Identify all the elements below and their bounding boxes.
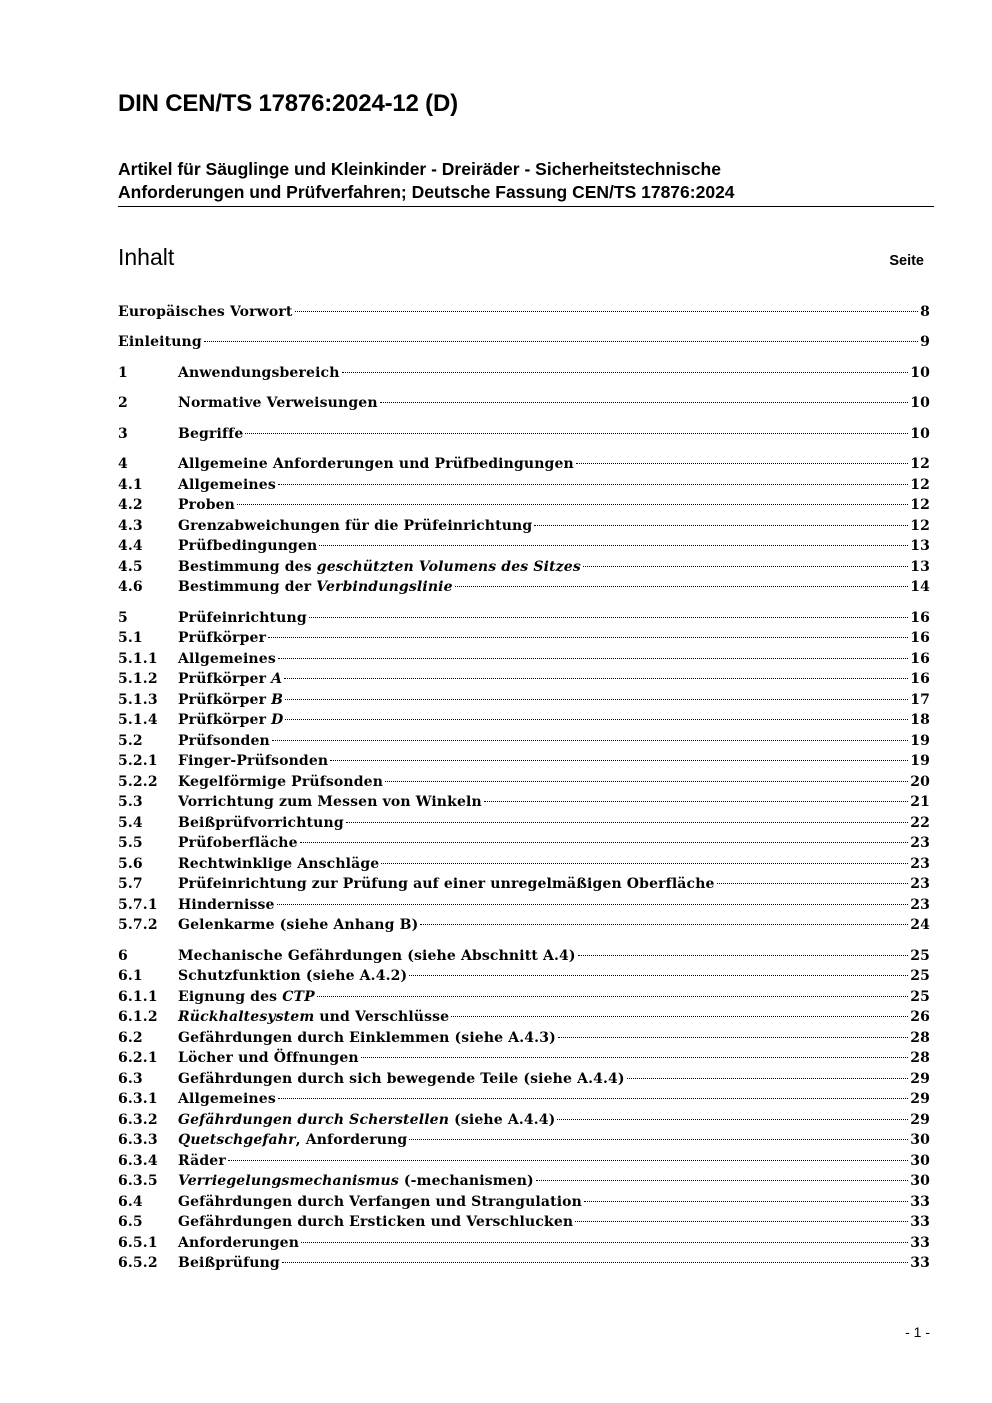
toc-entry-page: 14 [910, 579, 930, 595]
toc-entry[interactable] [118, 454, 930, 474]
toc-dot-leader [319, 544, 908, 546]
toc-entry-page: 12 [910, 518, 930, 534]
toc-dot-leader [268, 636, 908, 638]
toc-entry-page: 19 [910, 753, 930, 769]
toc-entry-number: 4.6 [118, 579, 143, 595]
toc-dot-leader [534, 524, 908, 526]
toc-entry-title: Prüfkörper [178, 630, 267, 646]
toc-entry-page: 29 [910, 1071, 930, 1087]
toc-entry-page: 22 [910, 815, 930, 831]
toc-entry-title: Prüfkörper A [178, 671, 283, 687]
toc-entry[interactable] [118, 557, 930, 577]
toc-entry-number: 6.3 [118, 1071, 143, 1087]
toc-entry-page: 10 [910, 395, 930, 411]
toc-entry-title: Beißprüfung [178, 1255, 280, 1271]
toc-entry[interactable] [118, 874, 930, 894]
toc-entry-page: 20 [910, 774, 930, 790]
toc-entry-number: 6.2 [118, 1030, 143, 1046]
document-subtitle [118, 158, 934, 207]
toc-entry[interactable] [118, 813, 930, 833]
toc-entry-title: Prüfoberfläche [178, 835, 298, 851]
toc-entry-title: Prüfeinrichtung [178, 610, 307, 626]
toc-entry[interactable] [118, 424, 930, 444]
toc-dot-leader [558, 1036, 908, 1038]
toc-dot-leader [285, 718, 908, 720]
toc-entry-number: 5.1.4 [118, 712, 158, 728]
toc-entry-number: 2 [118, 395, 128, 411]
toc-entry-number: 5.1 [118, 630, 143, 646]
toc-entry-title: Allgemeines [178, 651, 276, 667]
toc-entry-page: 16 [910, 610, 930, 626]
toc-entry-page: 12 [910, 497, 930, 513]
toc-entry-page: 18 [910, 712, 930, 728]
toc-entry-number: 6.3.2 [118, 1112, 158, 1128]
toc-entry-page: 24 [910, 917, 930, 933]
toc-dot-leader [380, 401, 909, 403]
toc-entry-title: Hindernisse [178, 897, 275, 913]
toc-entry-title: Vorrichtung zum Messen von Winkeln [178, 794, 482, 810]
toc-entry-page: 33 [910, 1214, 930, 1230]
toc-entry-title: Mechanische Gefährdungen (siehe Abschnitt A.4) [178, 948, 576, 964]
toc-entry-page: 30 [910, 1153, 930, 1169]
toc-entry-title: Gefährdungen durch Ersticken und Verschlucken [178, 1214, 574, 1230]
toc-entry-page: 26 [910, 1009, 930, 1025]
toc-entry-title: Prüfkörper B [178, 692, 284, 708]
toc-entry-number: 5.7.1 [118, 897, 158, 913]
toc-entry-page: 28 [910, 1050, 930, 1066]
toc-entry[interactable] [118, 302, 930, 322]
toc-dot-leader [557, 1118, 908, 1120]
toc-entry-page: 12 [910, 456, 930, 472]
toc-entry-page: 23 [910, 835, 930, 851]
toc-entry-title: Quetschgefahr, Anforderung [178, 1132, 408, 1148]
toc-dot-leader [346, 821, 908, 823]
toc-entry-number: 6.1 [118, 968, 143, 984]
toc-entry-title: Rechtwinklige Anschläge [178, 856, 380, 872]
toc-entry-title: Bestimmung der Verbindungslinie [178, 579, 453, 595]
toc-dot-leader [285, 698, 908, 700]
toc-entry-page: 33 [910, 1194, 930, 1210]
toc-entry-title: Beißprüfvorrichtung [178, 815, 344, 831]
subtitle-line-1: Artikel für Säuglinge und Kleinkinder - Dreiräder - Sicherheitstechnische [118, 159, 721, 179]
toc-dot-leader [317, 995, 908, 997]
toc-entry-page: 12 [910, 477, 930, 493]
toc-entry-title: Bestimmung des geschützten Volumens des Sitzes [178, 559, 581, 575]
toc-dot-leader [278, 483, 908, 485]
toc-dot-leader [451, 1015, 908, 1017]
toc-entry-page: 23 [910, 856, 930, 872]
toc-dot-leader [277, 903, 909, 905]
toc-entry[interactable] [118, 987, 930, 1007]
toc-dot-leader [584, 1200, 908, 1202]
toc-entry-page: 13 [910, 538, 930, 554]
toc-entry-number: 5.7 [118, 876, 143, 892]
toc-entry-page: 8 [920, 304, 930, 320]
toc-entry-page: 23 [910, 897, 930, 913]
toc-entry-number: 6.5.1 [118, 1235, 158, 1251]
toc-entry-title: Allgemeines [178, 1091, 276, 1107]
toc-dot-leader [536, 1179, 908, 1181]
toc-entry-title: Allgemeine Anforderungen und Prüfbedingungen [178, 456, 574, 472]
toc-entry-number: 1 [118, 365, 128, 381]
toc-dot-leader [575, 1220, 908, 1222]
toc-dot-leader [272, 739, 908, 741]
document-title: DIN CEN/TS 17876:2024-12 (D) [118, 90, 458, 117]
toc-entry[interactable] [118, 751, 930, 771]
toc-entry[interactable] [118, 669, 930, 689]
toc-entry-number: 5.1.1 [118, 651, 158, 667]
toc-entry[interactable] [118, 895, 930, 915]
toc-entry[interactable] [118, 1110, 930, 1130]
toc-entry-number: 4.5 [118, 559, 143, 575]
toc-entry-page: 13 [910, 559, 930, 575]
toc-entry-title: Räder [178, 1153, 226, 1169]
toc-dot-leader [385, 780, 908, 782]
toc-entry-title: Prüfbedingungen [178, 538, 318, 554]
toc-entry-page: 29 [910, 1091, 930, 1107]
toc-entry-title: Allgemeines [178, 477, 276, 493]
toc-entry-title: Gefährdungen durch Scherstellen (siehe A.4.4) [178, 1112, 556, 1128]
toc-entry-number: 5.1.2 [118, 671, 158, 687]
toc-entry-number: 5.7.2 [118, 917, 158, 933]
toc-dot-leader [381, 862, 908, 864]
toc-entry[interactable] [118, 393, 930, 413]
toc-dot-leader [278, 657, 908, 659]
toc-entry[interactable] [118, 1171, 930, 1191]
toc-entry[interactable] [118, 1192, 930, 1212]
toc-entry-number: 4.2 [118, 497, 143, 513]
toc-entry[interactable] [118, 536, 930, 556]
toc-entry[interactable] [118, 1212, 930, 1232]
toc-entry[interactable] [118, 1130, 930, 1150]
toc-entry-title: Prüfeinrichtung zur Prüfung auf einer unregelmäßigen Oberfläche [178, 876, 715, 892]
toc-entry-page: 25 [910, 948, 930, 964]
toc-entry[interactable] [118, 475, 930, 495]
toc-entry-number: 6 [118, 948, 128, 964]
toc-dot-leader [342, 371, 909, 373]
toc-dot-leader [409, 1138, 908, 1140]
toc-entry-page: 21 [910, 794, 930, 810]
toc-entry-page: 16 [910, 630, 930, 646]
toc-entry-title: Europäisches Vorwort [118, 304, 293, 320]
toc-entry-number: 5.2 [118, 733, 143, 749]
toc-entry-number: 6.5.2 [118, 1255, 158, 1271]
toc-entry-title: Gefährdungen durch Einklemmen (siehe A.4.3) [178, 1030, 556, 1046]
toc-dot-leader [228, 1159, 908, 1161]
toc-entry-title: Schutzfunktion (siehe A.4.2) [178, 968, 408, 984]
toc-entry[interactable] [118, 1233, 930, 1253]
toc-entry-title: Anwendungsbereich [178, 365, 340, 381]
toc-entry[interactable] [118, 946, 930, 966]
toc-entry-page: 25 [910, 989, 930, 1005]
toc-entry-number: 6.4 [118, 1194, 143, 1210]
toc-entry-page: 30 [910, 1132, 930, 1148]
toc-entry[interactable] [118, 792, 930, 812]
toc-entry-title: Kegelförmige Prüfsonden [178, 774, 384, 790]
toc-entry[interactable] [118, 495, 930, 515]
toc-dot-leader [578, 954, 909, 956]
toc-dot-leader [237, 503, 908, 505]
toc-dot-leader [301, 1241, 908, 1243]
toc-entry-number: 6.3.3 [118, 1132, 158, 1148]
toc-dot-leader [245, 432, 908, 434]
page-number: - 1 - [905, 1324, 930, 1340]
toc-dot-leader [484, 800, 908, 802]
toc-entry-page: 23 [910, 876, 930, 892]
toc-entry-title: Löcher und Öffnungen [178, 1050, 359, 1066]
toc-entry-title: Finger-Prüfsonden [178, 753, 329, 769]
toc-entry-title: Begriffe [178, 426, 244, 442]
toc-entry[interactable] [118, 854, 930, 874]
toc-dot-leader [583, 565, 908, 567]
toc-entry[interactable] [118, 1151, 930, 1171]
toc-dot-leader [295, 310, 919, 312]
toc-entry[interactable] [118, 833, 930, 853]
toc-dot-leader [284, 677, 908, 679]
toc-entry[interactable] [118, 577, 930, 597]
toc-entry-number: 5.1.3 [118, 692, 158, 708]
toc-entry-page: 30 [910, 1173, 930, 1189]
toc-entry[interactable] [118, 690, 930, 710]
toc-dot-leader [409, 974, 908, 976]
toc-entry[interactable] [118, 915, 930, 935]
toc-entry[interactable] [118, 710, 930, 730]
toc-entry-number: 6.1.2 [118, 1009, 158, 1025]
toc-dot-leader [309, 616, 908, 618]
toc-dot-leader [278, 1097, 908, 1099]
toc-dot-leader [204, 340, 918, 342]
toc-entry-page: 33 [910, 1255, 930, 1271]
toc-entry-title: Proben [178, 497, 236, 513]
toc-heading: Inhalt [118, 244, 175, 270]
toc-entry-title: Rückhaltesystem und Verschlüsse [178, 1009, 450, 1025]
toc-dot-leader [455, 585, 909, 587]
toc-dot-leader [717, 882, 909, 884]
toc-entry-number: 6.3.5 [118, 1173, 158, 1189]
toc-entry-page: 9 [920, 334, 930, 350]
toc-entry-number: 6.5 [118, 1214, 143, 1230]
toc-entry[interactable] [118, 1007, 930, 1027]
toc-entry-number: 5.2.1 [118, 753, 158, 769]
toc-entry-number: 6.2.1 [118, 1050, 158, 1066]
toc-entry-page: 19 [910, 733, 930, 749]
toc-entry-page: 17 [910, 692, 930, 708]
subtitle-line-2: Anforderungen und Prüfverfahren; Deutsche Fassung CEN/TS 17876:2024 [118, 182, 735, 202]
toc-dot-leader [330, 759, 908, 761]
toc-entry-number: 5.2.2 [118, 774, 158, 790]
toc-page-label: Seite [889, 253, 924, 269]
toc-entry-title: Gefährdungen durch sich bewegende Teile (siehe A.4.4) [178, 1071, 625, 1087]
toc-entry-number: 5.5 [118, 835, 143, 851]
toc-entry[interactable] [118, 1069, 930, 1089]
toc-entry-number: 5.6 [118, 856, 143, 872]
toc-dot-leader [420, 923, 908, 925]
toc-dot-leader [361, 1056, 908, 1058]
toc-entry[interactable] [118, 516, 930, 536]
toc-entry-number: 5.3 [118, 794, 143, 810]
toc-dot-leader [576, 462, 908, 464]
toc-entry-number: 4 [118, 456, 128, 472]
toc-entry-page: 25 [910, 968, 930, 984]
toc-entry[interactable] [118, 363, 930, 383]
toc-entry-page: 10 [910, 365, 930, 381]
toc-dot-leader [300, 841, 909, 843]
toc-entry-title: Grenzabweichungen für die Prüfeinrichtung [178, 518, 533, 534]
toc-entry-title: Prüfkörper D [178, 712, 284, 728]
toc-entry[interactable] [118, 731, 930, 751]
toc-entry-number: 4.4 [118, 538, 143, 554]
toc-entry-title: Eignung des CTP [178, 989, 315, 1005]
toc-entry-title: Normative Verweisungen [178, 395, 378, 411]
toc-entry[interactable] [118, 1089, 930, 1109]
toc-entry[interactable] [118, 1253, 930, 1273]
toc-entry-number: 4.1 [118, 477, 143, 493]
toc-entry[interactable] [118, 966, 930, 986]
toc-entry[interactable] [118, 608, 930, 628]
toc-entry-number: 6.1.1 [118, 989, 158, 1005]
toc-dot-leader [627, 1077, 909, 1079]
toc-entry[interactable] [118, 628, 930, 648]
toc-entry-title: Gefährdungen durch Verfangen und Strangulation [178, 1194, 582, 1210]
toc-entry[interactable] [118, 1028, 930, 1048]
toc-entry-number: 4.3 [118, 518, 143, 534]
toc-entry-title: Anforderungen [178, 1235, 300, 1251]
toc-entry-number: 5.4 [118, 815, 143, 831]
toc-entry-page: 10 [910, 426, 930, 442]
toc-entry-number: 6.3.4 [118, 1153, 158, 1169]
toc-entry-page: 33 [910, 1235, 930, 1251]
toc-entry-title: Gelenkarme (siehe Anhang B) [178, 917, 419, 933]
toc-entry-number: 3 [118, 426, 128, 442]
toc-entry-page: 29 [910, 1112, 930, 1128]
toc-entry-title: Einleitung [118, 334, 202, 350]
toc-entry-page: 16 [910, 671, 930, 687]
toc-entry[interactable] [118, 1048, 930, 1068]
toc-entry[interactable] [118, 772, 930, 792]
toc-entry-page: 16 [910, 651, 930, 667]
toc-entry-number: 5 [118, 610, 128, 626]
toc-entry-number: 6.3.1 [118, 1091, 158, 1107]
toc-entry[interactable] [118, 649, 930, 669]
toc-entry-page: 28 [910, 1030, 930, 1046]
toc-entry-title: Verriegelungsmechanismus (-mechanismen) [178, 1173, 534, 1189]
toc-entry[interactable] [118, 332, 930, 352]
toc-entry-title: Prüfsonden [178, 733, 270, 749]
toc-dot-leader [282, 1261, 908, 1263]
